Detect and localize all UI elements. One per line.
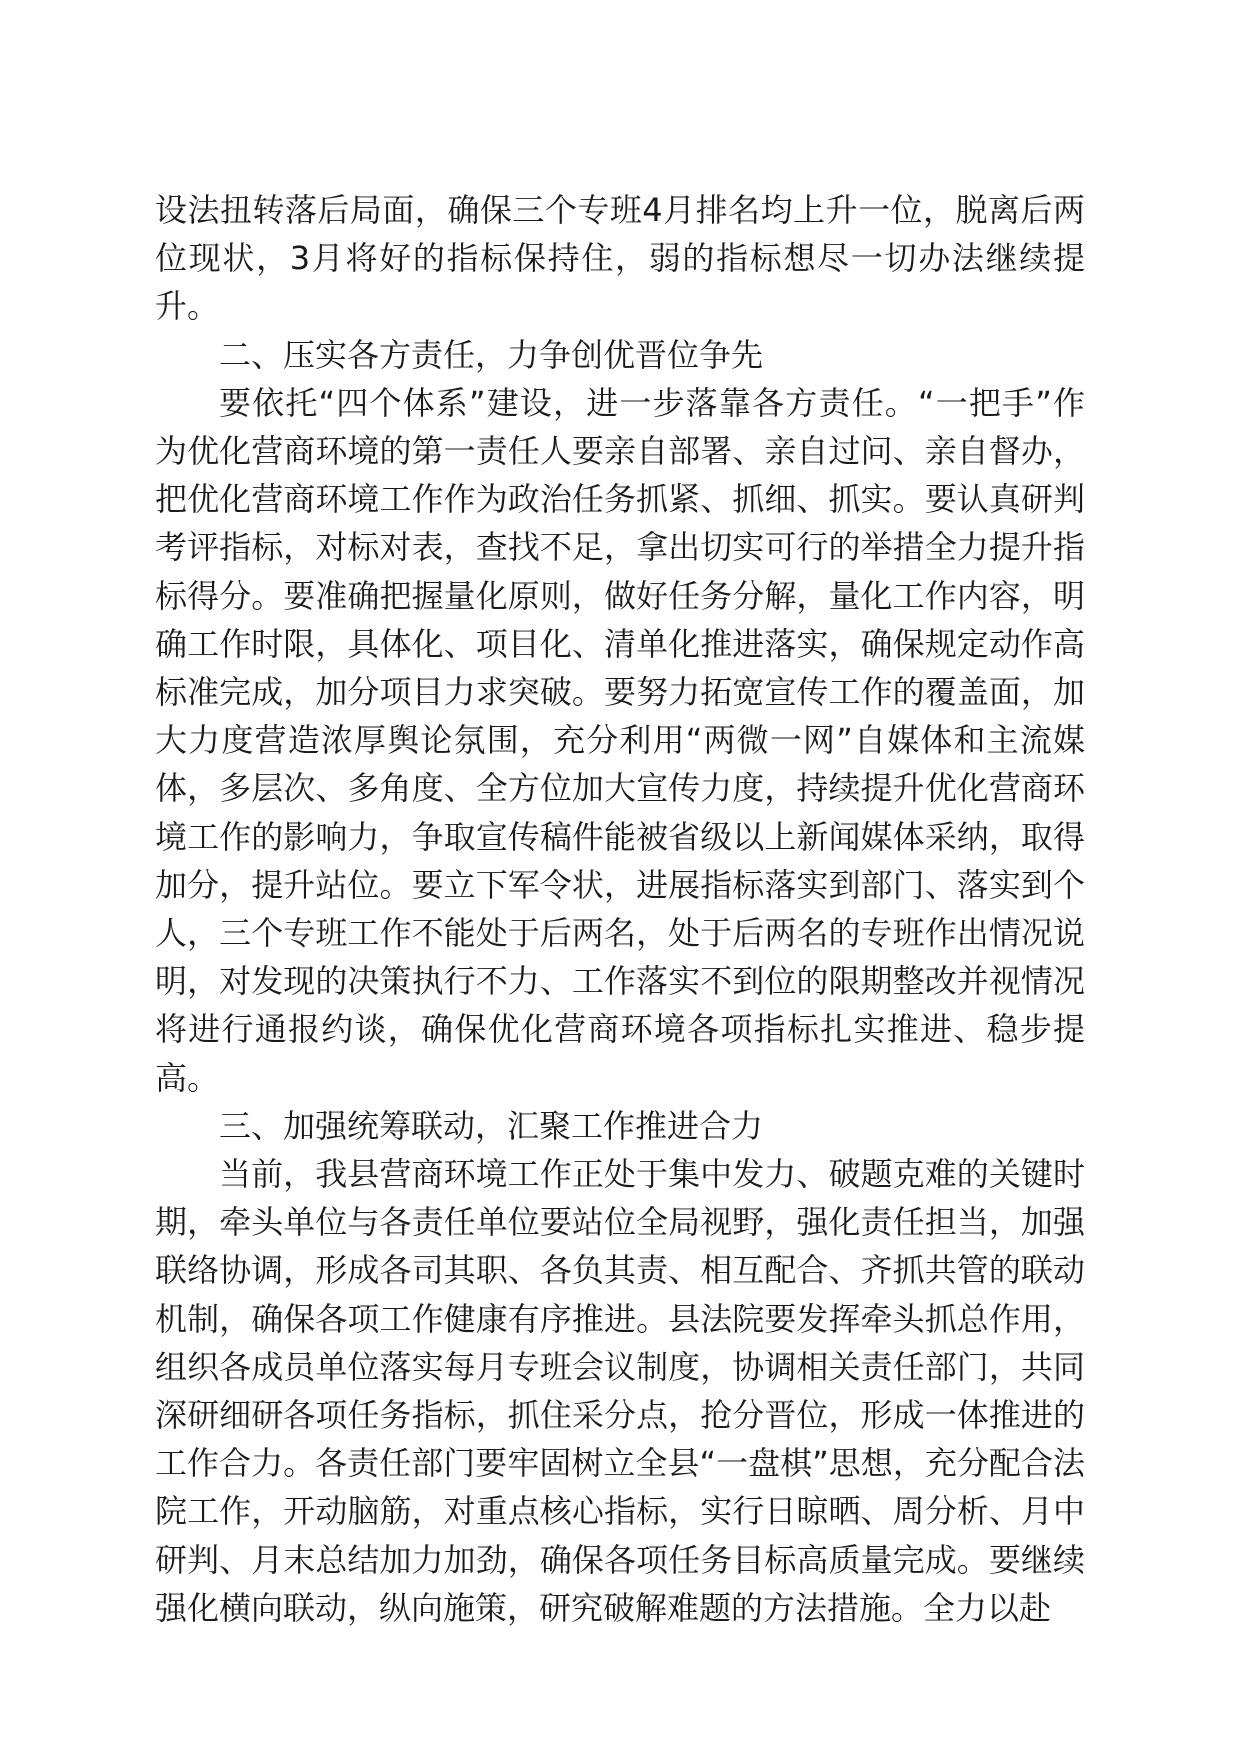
section-heading-3: 三、加强统筹联动，汇聚工作推进合力: [219, 1106, 764, 1145]
paragraph-coordination: 当前，我县营商环境工作正处于集中发力、破题克难的关键时期，牵头单位与各责任单位要站位全局视野，强化责任担当，加强联络协调，形成各司其职、各负其责、相互配合、齐抓共管的联动机制，确保各项工作健康有序推进。县法院要发挥牵头抓总作用，组织各成员单位落实每月专班会议制度，协调相关责任部门，共同深研细研各项任务指标，抓住采分点，抢分晋位，形成一体推进的工作合力。各责任部门要牢固树立全县“一盘棋”思想，充分配合法院工作，开动脑筋，对重点核心指标，实行日晾晒、周分析、月中研判、月末总结加力加劲，确保各项任务目标高质量完成。要继续强化横向联动，纵向施策，研究破解难题的方法措施。全力以赴: [155, 1155, 1085, 1627]
section-heading-2: 二、压实各方责任，力争创优晋位争先: [219, 335, 764, 374]
paragraph-responsibility: 要依托“四个体系”建设，进一步落靠各方责任。“一把手”作为优化营商环境的第一责任人要亲自部署、亲自过问、亲自督办，把优化营商环境工作作为政治任务抓紧、抓细、抓实。要认真研判考评指标，对标对表，查找不足，拿出切实可行的举措全力提升指标得分。要准确把握量化原则，做好任务分解，量化工作内容，明确工作时限，具体化、项目化、清单化推进落实，确保规定动作高标准完成，加分项目力求突破。要努力拓宽宣传工作的覆盖面，加大力度营造浓厚舆论氛围，充分利用“两微一网”自媒体和主流媒体，多层次、多角度、全方位加大宣传力度，持续提升优化营商环境工作的影响力，争取宣传稿件能被省级以上新闻媒体采纳，取得加分，提升站位。要立下军令状，进展指标落实到部门、落实到个人，三个专班工作不能处于后两名，处于后两名的专班作出情况说明，对发现的决策执行不力、工作落实不到位的限期整改并视情况将进行通报约谈，确保优化营商环境各项指标扎实推进、稳步提高。: [155, 383, 1085, 1097]
document-page: [155, 186, 1085, 1632]
paragraph-continued: 设法扭转落后局面，确保三个专班4月排名均上升一位，脱离后两位现状，3月将好的指标保持住，弱的指标想尽一切办法继续提升。: [155, 191, 1085, 326]
